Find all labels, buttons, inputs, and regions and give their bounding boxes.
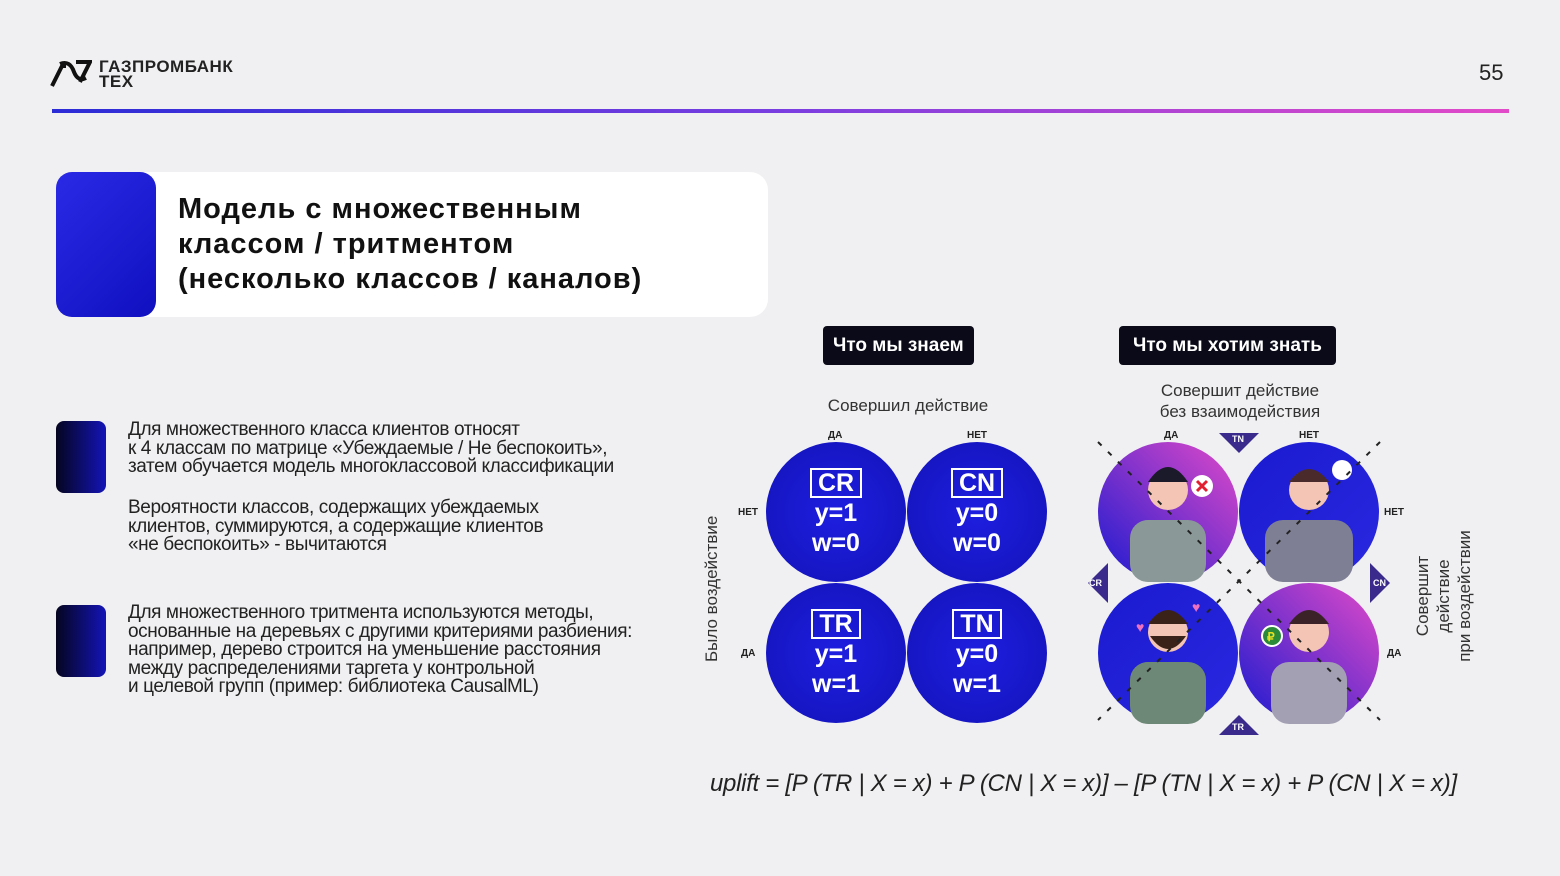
want-col-yes-label: ДА [1164,430,1179,441]
want-col-no-label: НЕТ [1299,430,1319,441]
cell-w: w=1 [953,670,1001,698]
persona-persuadable [1098,583,1238,724]
cell-code: CN [951,468,1003,498]
marker-tn-label: TN [1232,434,1244,444]
svg-text:♥: ♥ [1136,619,1145,635]
row-no-label: НЕТ [738,507,758,518]
uplift-formula: uplift = [P (TR | X = x) + P (CN | X = x)] – [P (TN | X = x) + P (CN | X = x)] [710,770,1457,797]
known-badge: Что мы знаем [823,326,974,365]
want-badge: Что мы хотим знать [1119,326,1336,365]
marker-cr-label: CR [1089,578,1102,588]
persona-grid [1080,425,1400,745]
bullet-text-extra: Вероятности классов, содержащих убеждаемых клиентов, суммируются, а содержащие клиентов «не беспокоить» - вычитаются [128,497,544,555]
svg-text:₽: ₽ [1267,630,1275,644]
marker-cn-label: CN [1373,578,1386,588]
known-side-label: Было воздействие [702,515,721,662]
bullet-marker [56,605,106,677]
cell-y: y=1 [814,499,858,527]
page-number: 55 [1479,60,1504,85]
persona-do-not-disturb [1239,583,1379,724]
svg-text:♥: ♥ [1192,599,1201,615]
header-divider [52,109,1509,113]
cell-y: y=0 [955,499,999,527]
bullet-text: Для множественного тритмента используются методы, основанные на деревьях с другими критериями разбиения: например, дерево строится на уменьшение расстояния между распределениями таргета у контрольной и целевой групп (пример: библиотека CausalML) [128,602,632,697]
logo-line1: ГАЗПРОМБАНК [99,57,234,76]
col-no-label: НЕТ [967,430,987,441]
col-yes-label: ДА [828,430,843,441]
cell-y: y=0 [955,640,999,668]
bullet-marker [56,421,106,493]
want-row-no-label: НЕТ [1384,507,1404,518]
title-accent [56,172,156,317]
cell-tn [907,583,1047,723]
cell-w: w=0 [812,529,860,557]
logo-icon [50,58,92,88]
cell-cr [766,442,906,582]
logo-line2: ТЕХ [99,72,134,91]
cell-w: w=1 [812,670,860,698]
want-row-yes-label: ДА [1387,648,1402,659]
cell-cn [907,442,1047,582]
known-top-label: Совершил действие [827,396,989,415]
want-side-label: Совершит действие при воздействии [1413,530,1474,662]
slide-title: Модель с множественным классом / тритментом (несколько классов / каналов) [178,193,643,295]
row-yes-label: ДА [741,648,756,659]
cell-w: w=0 [953,529,1001,557]
cell-y: y=1 [814,640,858,668]
cell-tr [766,583,906,723]
cell-code: TR [811,609,860,639]
marker-tr-label: TR [1232,722,1244,732]
cell-code: CR [810,468,862,498]
cell-code: TN [952,609,1001,639]
bullet-text: Для множественного класса клиентов относят к 4 классам по матрице «Убеждаемые / Не беспокоить», затем обучается модель многоклассовой классификации [128,419,614,477]
want-top-label: Совершит действие без взаимодействия [1159,381,1321,421]
